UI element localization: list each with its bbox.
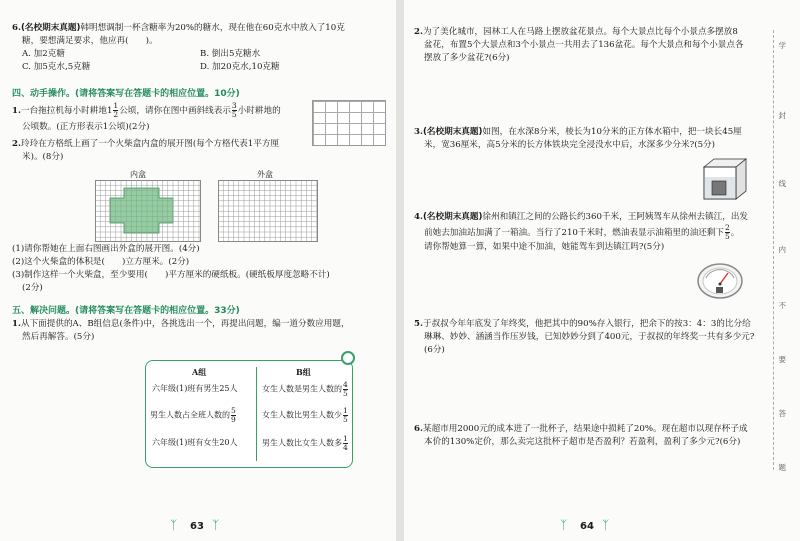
side-char: 答 bbox=[778, 409, 786, 418]
section-5-heading: 五、解决问题。(请将答案写在答题卡的相应位置。33分) bbox=[12, 306, 240, 316]
question-6: 6.某超市用2000元的成本进了一批杯子，结果途中损耗了20%。现在超市以现存杯子成 本价的130%定价，那么卖完这批杯子超市是否盈利？若盈利，盈利了多少元?(6分) bbox=[414, 424, 748, 447]
info-table: A组 B组 六年级(1)班有男生25人 男生人数占全班人数的 $\frac{5}{9}$ 六年级(1)班有女生20人 女生人数是男生人数的 $\frac{4}{5}$ 女生人数比男生人数少 $\frac{1}{5}$ 男生人数比女生人数多 $\frac{1}{4}$ bbox=[145, 360, 353, 468]
question-5-1: 1.从下面提供的A、B组信息(条件)中，各挑选出一个，再提出问题，编一道分数应用题， 然后再解答。(5分) bbox=[12, 319, 350, 342]
side-char: 题 bbox=[778, 463, 786, 472]
side-char: 封 bbox=[778, 111, 786, 120]
fuel-gauge-icon bbox=[696, 262, 744, 300]
label-inner-box: 内盒 bbox=[130, 170, 146, 179]
side-char: 不 bbox=[778, 301, 786, 310]
page-number: 64 bbox=[580, 521, 594, 532]
binding-line bbox=[773, 30, 774, 470]
water-tank-figure bbox=[700, 155, 750, 201]
question-5: 5.于叔叔今年年底发了年终奖，他把其中的90%存入银行，把余下的按3：4：3的比分给 琳琳、妙妙、涵涵当作压岁钱，已知妙妙分到了400元，于叔叔的年终奖一共有多少元? (6分) bbox=[414, 319, 755, 355]
question-4-1: 1.一台拖拉机每小时耕地1 $\frac{1}{2}$ 公顷，请你在图中画斜线表示 $\frac{3}{5}$ 小时耕地的 公顷数。(正方形表示1公顷)(2分) bbox=[12, 101, 281, 132]
book-gutter bbox=[396, 0, 404, 541]
question-6: 6.(名校期末真题)韩明想调制一杯含糖率为20%的糖水，现在他在60克水中放入了10克 糖，要想满足要求，他应再( )。 A. 加2克糖 B. 倒出5克糖水 C. 加5克水,5克糖 D. 加20克水,10克糖 bbox=[12, 23, 345, 72]
question-3: 3.(名校期末真题)如图，在水深8分米，棱长为10分米的正方体水箱中，把一块长45厘 米，宽36厘米，高5分米的长方体铁块完全浸没水中后，水深多少分米?(5分) bbox=[414, 127, 742, 150]
sprout-icon: ᛉ bbox=[212, 518, 220, 532]
side-char: 要 bbox=[778, 355, 786, 364]
question-2: 2.为了美化城市，园林工人在马路上摆放盆花景点。每个大景点比每个小景点多摆放8 盆花，布置5个大景点和3个小景点一共用去了136盆花。每个大景点和每个小景点各 摆放了多少盆花?(6分) bbox=[414, 27, 744, 63]
pin-icon bbox=[341, 351, 355, 365]
question-4: 4.(名校期末真题)徐州和镇江之间的公路长约360千米，王阿姨驾车从徐州去镇江，出发 前她去加油站加满了一箱油。当行了210千米时，燃油表显示油箱里的油还剩下 $\frac{2}{5}$ 。 请你帮她算一算，如果中途不加油，她能驾车到达镇江吗?(5分) bbox=[414, 212, 749, 252]
inner-box-net-grid bbox=[95, 180, 201, 242]
sprout-icon: ᛉ bbox=[560, 518, 568, 532]
question-4-2-subparts: (1)请你帮她在上面右图画出外盒的展开图。(4分) (2)这个火柴盒的体积是( )立方厘米。(2分) (3)制作这样一个火柴盒，至少要用( )平方厘米的硬纸板。(硬纸板厚度忽略不计) (2分) bbox=[12, 244, 330, 293]
side-char: 内 bbox=[778, 245, 786, 254]
sprout-icon: ᛉ bbox=[602, 518, 610, 532]
page-number: 63 bbox=[190, 521, 204, 532]
side-char: 学 bbox=[778, 41, 786, 50]
right-page bbox=[404, 0, 800, 541]
question-4-2: 2.玲玲在方格纸上画了一个火柴盒内盒的展开图(每个方格代表1平方厘 米)。(8分) bbox=[12, 139, 280, 162]
sprout-icon: ᛉ bbox=[170, 518, 178, 532]
outer-box-net-grid bbox=[218, 180, 318, 242]
section-4-heading: 四、动手操作。(请将答案写在答题卡的相应位置。10分) bbox=[12, 89, 240, 99]
side-char: 线 bbox=[778, 179, 786, 188]
left-page bbox=[0, 0, 396, 541]
label-outer-box: 外盒 bbox=[257, 170, 273, 179]
